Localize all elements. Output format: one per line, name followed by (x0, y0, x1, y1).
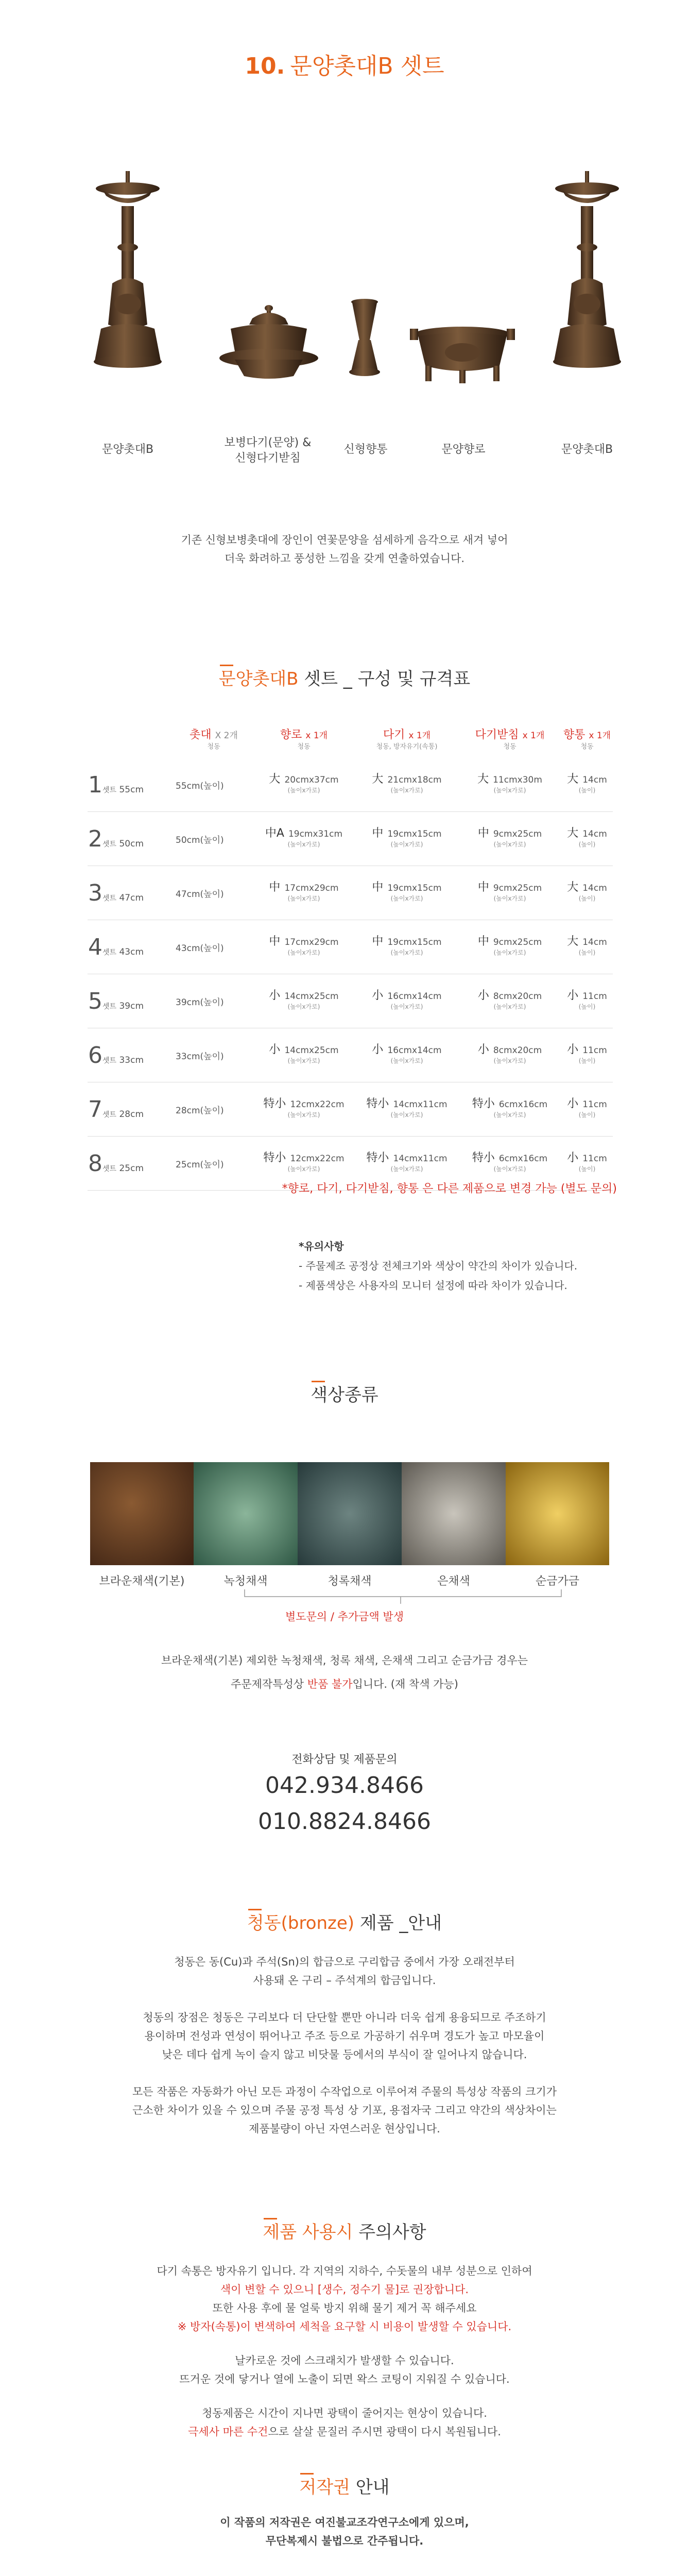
color-swatch-silver (402, 1462, 506, 1565)
burner-cell: 特小 12cmx22cm (높이x가로) (252, 1137, 355, 1191)
dagi-cell: 中 19cmx15cm (높이x가로) (355, 866, 458, 920)
spec-note: *향로, 다기, 다기받침, 향통 은 다른 제품으로 변경 가능 (별도 문의) (282, 1182, 617, 1195)
dagi-cell: 中 19cmx15cm (높이x가로) (355, 920, 458, 974)
incense-holder-image (349, 299, 380, 376)
candle-height: 43cm(높이) (175, 920, 252, 974)
candle-height: 55cm(높이) (175, 758, 252, 812)
product-label-dagi: 보병다기(문양) & 신형다기받침 (224, 436, 312, 465)
header-dagi: 다기 x 1개 청동, 방자유기(속통) (376, 728, 438, 751)
title-text: 문양촛대B 셋트 (290, 53, 444, 79)
dagi-cell: 小 16cmx14cm (높이x가로) (355, 1028, 458, 1082)
usage-line: 청동제품은 시간이 지나면 광택이 줄어지는 현상이 있습니다. (202, 2407, 487, 2419)
spec-row (88, 920, 613, 974)
bronze-line: 모든 작품은 자동화가 아닌 모든 과정이 수작업으로 이루어져 주물의 특성상 작품의 크기가 (132, 2086, 557, 2098)
burner-cell: 大 20cmx37cm (높이x가로) (252, 758, 355, 812)
bronze-line: 사용돼 온 구리 – 주석계의 합금입니다. (253, 1974, 436, 1987)
header-candle: 촛대 X 2개 청동 (190, 728, 238, 751)
bronze-line: 낮은 데다 쉽게 녹이 슬지 않고 비닷물 등에서의 부식이 잘 일어나지 않습니다. (162, 2048, 527, 2061)
set-label: 7셋트 28cm (88, 1082, 175, 1137)
candlestick-right-image (553, 171, 621, 368)
dagi-cell: 大 21cmx18cm (높이x가로) (355, 758, 458, 812)
usage-line: 색이 변할 수 있으니 [생수, 정수기 물]로 권장합니다. (220, 2283, 469, 2296)
usage-line: 극세사 마른 수건으로 살살 문질러 주시면 광택이 다시 복원됩니다. (188, 2426, 501, 2438)
color-swatch-gold (506, 1462, 609, 1565)
dagi-stand-cell: 小 8cmx20cm (높이x가로) (458, 1028, 561, 1082)
burner-cell: 中 17cmx29cm (높이x가로) (252, 920, 355, 974)
spec-section-title (0, 665, 689, 690)
header-incense-holder: 향통 x 1개 청동 (563, 728, 611, 751)
copyright-line: 이 작품의 저작권은 여진불교조각연구소에게 있으며, (220, 2516, 469, 2529)
color-label: 브라운채색(기본) (99, 1575, 185, 1588)
incense-holder-cell: 大 14cm (높이) (561, 812, 613, 866)
spec-row (88, 866, 613, 920)
incense-holder-cell: 小 11cm (높이) (561, 1028, 613, 1082)
extra-cost-note: 별도문의 / 추가금액 발생 (285, 1611, 404, 1623)
candle-height: 33cm(높이) (175, 1028, 252, 1082)
usage-line: 날카로운 것에 스크래치가 발생할 수 있습니다. (235, 2354, 454, 2367)
colors-desc (0, 1649, 689, 1696)
contact-label: 전화상담 및 제품문의 (291, 1753, 398, 1766)
dagi-stand-cell: 特小 6cmx16cm (높이x가로) (458, 1137, 561, 1191)
color-label: 순금가금 (535, 1575, 579, 1588)
dagi-stand-cell: 小 8cmx20cm (높이x가로) (458, 974, 561, 1028)
usage-section-title: 제품 사용시 주의사항 (263, 2222, 426, 2243)
incense-burner-image (410, 327, 515, 383)
colors-desc-line: 브라운채색(기본) 제외한 녹청채색, 청록 채색, 은채색 그리고 순금가금 경우는 (161, 1654, 528, 1667)
spec-table (88, 724, 613, 1191)
phone-number-1[interactable]: 042.934.8466 (265, 1772, 424, 1799)
spec-row (88, 812, 613, 866)
caution-line: - 제품색상은 사용자의 모니터 설정에 따라 차이가 있습니다. (299, 1279, 567, 1292)
candle-height: 50cm(높이) (175, 812, 252, 866)
bronze-line: 근소한 차이가 있을 수 있으며 주물 공정 특성 상 기포, 용접자국 그리고 약간의 색상차이는 (132, 2104, 557, 2116)
usage-line: 또한 사용 후에 물 얼룩 방지 위해 물기 제거 꼭 해주세요 (212, 2302, 477, 2314)
set-label: 4셋트 43cm (88, 920, 175, 974)
page-title (0, 47, 689, 80)
set-label: 2셋트 50cm (88, 812, 175, 866)
burner-cell: 中A 19cmx31cm (높이x가로) (252, 812, 355, 866)
incense-holder-cell: 小 11cm (높이) (561, 1137, 613, 1191)
dagi-cell: 特小 14cmx11cm (높이x가로) (355, 1082, 458, 1137)
dagi-cell: 小 16cmx14cm (높이x가로) (355, 974, 458, 1028)
spec-title-highlight: 문양촛대B (218, 669, 299, 689)
incense-holder-cell: 大 14cm (높이) (561, 920, 613, 974)
title-number: 10. (245, 53, 285, 79)
color-label: 은채색 (437, 1575, 470, 1588)
copyright-line: 무단복제시 불법으로 간주됩니다. (265, 2535, 424, 2547)
incense-holder-cell: 大 14cm (높이) (561, 758, 613, 812)
dagi-stand-cell: 特小 6cmx16cm (높이x가로) (458, 1082, 561, 1137)
product-label-candlestick-right: 문양촛대B (561, 443, 613, 456)
product-label-incense-burner: 문양향로 (441, 443, 486, 456)
bronze-line: 제품불량이 아닌 자연스러운 현상입니다. (249, 2123, 440, 2135)
dagi-bowl-image (219, 305, 318, 379)
color-swatch-teal (298, 1462, 402, 1565)
candle-height: 25cm(높이) (175, 1137, 252, 1191)
bronze-line: 청동은 동(Cu)과 주석(Sn)의 합금으로 구리합금 중에서 가장 오래전부터 (174, 1956, 515, 1968)
usage-text (0, 2262, 689, 2441)
colors-section-title: 색상종류 (311, 1385, 378, 1405)
bronze-line: 용이하며 전성과 연성이 뛰어나고 주조 등으로 가공하기 쉬우며 경도가 높고 마모율이 (144, 2030, 545, 2042)
phone-number-2[interactable]: 010.8824.8466 (258, 1808, 431, 1835)
burner-cell: 特小 12cmx22cm (높이x가로) (252, 1082, 355, 1137)
bronze-line: 청동의 장점은 청동은 구리보다 더 단단할 뿐만 아니라 더욱 쉽게 용융되므로 주조하기 (143, 2011, 546, 2024)
candle-height: 28cm(높이) (175, 1082, 252, 1137)
dagi-stand-cell: 中 9cmx25cm (높이x가로) (458, 812, 561, 866)
product-label-candlestick-left: 문양촛대B (101, 443, 154, 456)
set-label: 1셋트 55cm (88, 758, 175, 812)
caution-title: *유의사항 (299, 1240, 344, 1252)
intro-text (0, 531, 689, 568)
color-swatch-green-patina (194, 1462, 298, 1565)
usage-line: 뜨거운 것에 닿거나 열에 노출이 되면 왁스 코팅이 지워질 수 있습니다. (179, 2373, 510, 2385)
burner-cell: 小 14cmx25cm (높이x가로) (252, 974, 355, 1028)
burner-cell: 小 14cmx25cm (높이x가로) (252, 1028, 355, 1082)
paid-colors-bracket (242, 1589, 566, 1605)
usage-line: ※ 방자(속통)이 변색하여 세척을 요구할 시 비용이 발생할 수 있습니다. (177, 2320, 512, 2333)
colors-desc-line: 주문제작특성상 반품 불가입니다. (재 착색 가능) (231, 1678, 458, 1690)
candle-height: 47cm(높이) (175, 866, 252, 920)
dagi-cell: 特小 14cmx11cm (높이x가로) (355, 1137, 458, 1191)
candlestick-left-image (94, 171, 162, 368)
spec-header-row (88, 724, 613, 758)
caution-block (299, 1236, 577, 1295)
copyright-section-title: 저작권 안내 (299, 2477, 390, 2498)
dagi-cell: 中 19cmx15cm (높이x가로) (355, 812, 458, 866)
color-label: 청록채색 (328, 1575, 372, 1588)
dagi-stand-cell: 大 11cmx30m (높이x가로) (458, 758, 561, 812)
set-label: 6셋트 33cm (88, 1028, 175, 1082)
spec-row (88, 758, 613, 812)
spec-title-rest: 셋트 _ 구성 및 규격표 (304, 669, 471, 689)
color-label: 녹청채색 (223, 1575, 268, 1588)
intro-line: 더욱 화려하고 풍성한 느낌을 갖게 연출하였습니다. (224, 552, 465, 565)
header-dagi-stand: 다기받침 x 1개 청동 (475, 728, 545, 751)
intro-line: 기존 신형보병촛대에 장인이 연꽃문양을 섬세하게 음각으로 새겨 넣어 (181, 534, 508, 546)
set-label: 5셋트 39cm (88, 974, 175, 1028)
incense-holder-cell: 小 11cm (높이) (561, 974, 613, 1028)
bronze-text (0, 1953, 689, 2138)
incense-holder-cell: 小 11cm (높이) (561, 1082, 613, 1137)
burner-cell: 中 17cmx29cm (높이x가로) (252, 866, 355, 920)
dagi-stand-cell: 中 9cmx25cm (높이x가로) (458, 920, 561, 974)
bronze-section-title: 청동(bronze) 제품 _안내 (247, 1913, 442, 1934)
caution-line: - 주물제조 공정상 전체크기와 색상이 약간의 차이가 있습니다. (299, 1260, 578, 1272)
copyright-text (0, 2513, 689, 2550)
product-label-incense-holder: 신형향통 (343, 443, 388, 456)
spec-row (88, 1028, 613, 1082)
incense-holder-cell: 大 14cm (높이) (561, 866, 613, 920)
spec-row (88, 1082, 613, 1137)
product-set-illustration (0, 155, 689, 443)
usage-line: 다기 속통은 방자유기 입니다. 각 지역의 지하수, 수돗물의 내부 성분으로 인하여 (157, 2265, 532, 2277)
dagi-stand-cell: 中 9cmx25cm (높이x가로) (458, 866, 561, 920)
candle-height: 39cm(높이) (175, 974, 252, 1028)
header-burner: 향로 x 1개 청동 (280, 728, 328, 751)
set-label: 8셋트 25cm (88, 1137, 175, 1191)
set-label: 3셋트 47cm (88, 866, 175, 920)
color-swatch-brown (90, 1462, 194, 1565)
spec-row (88, 974, 613, 1028)
